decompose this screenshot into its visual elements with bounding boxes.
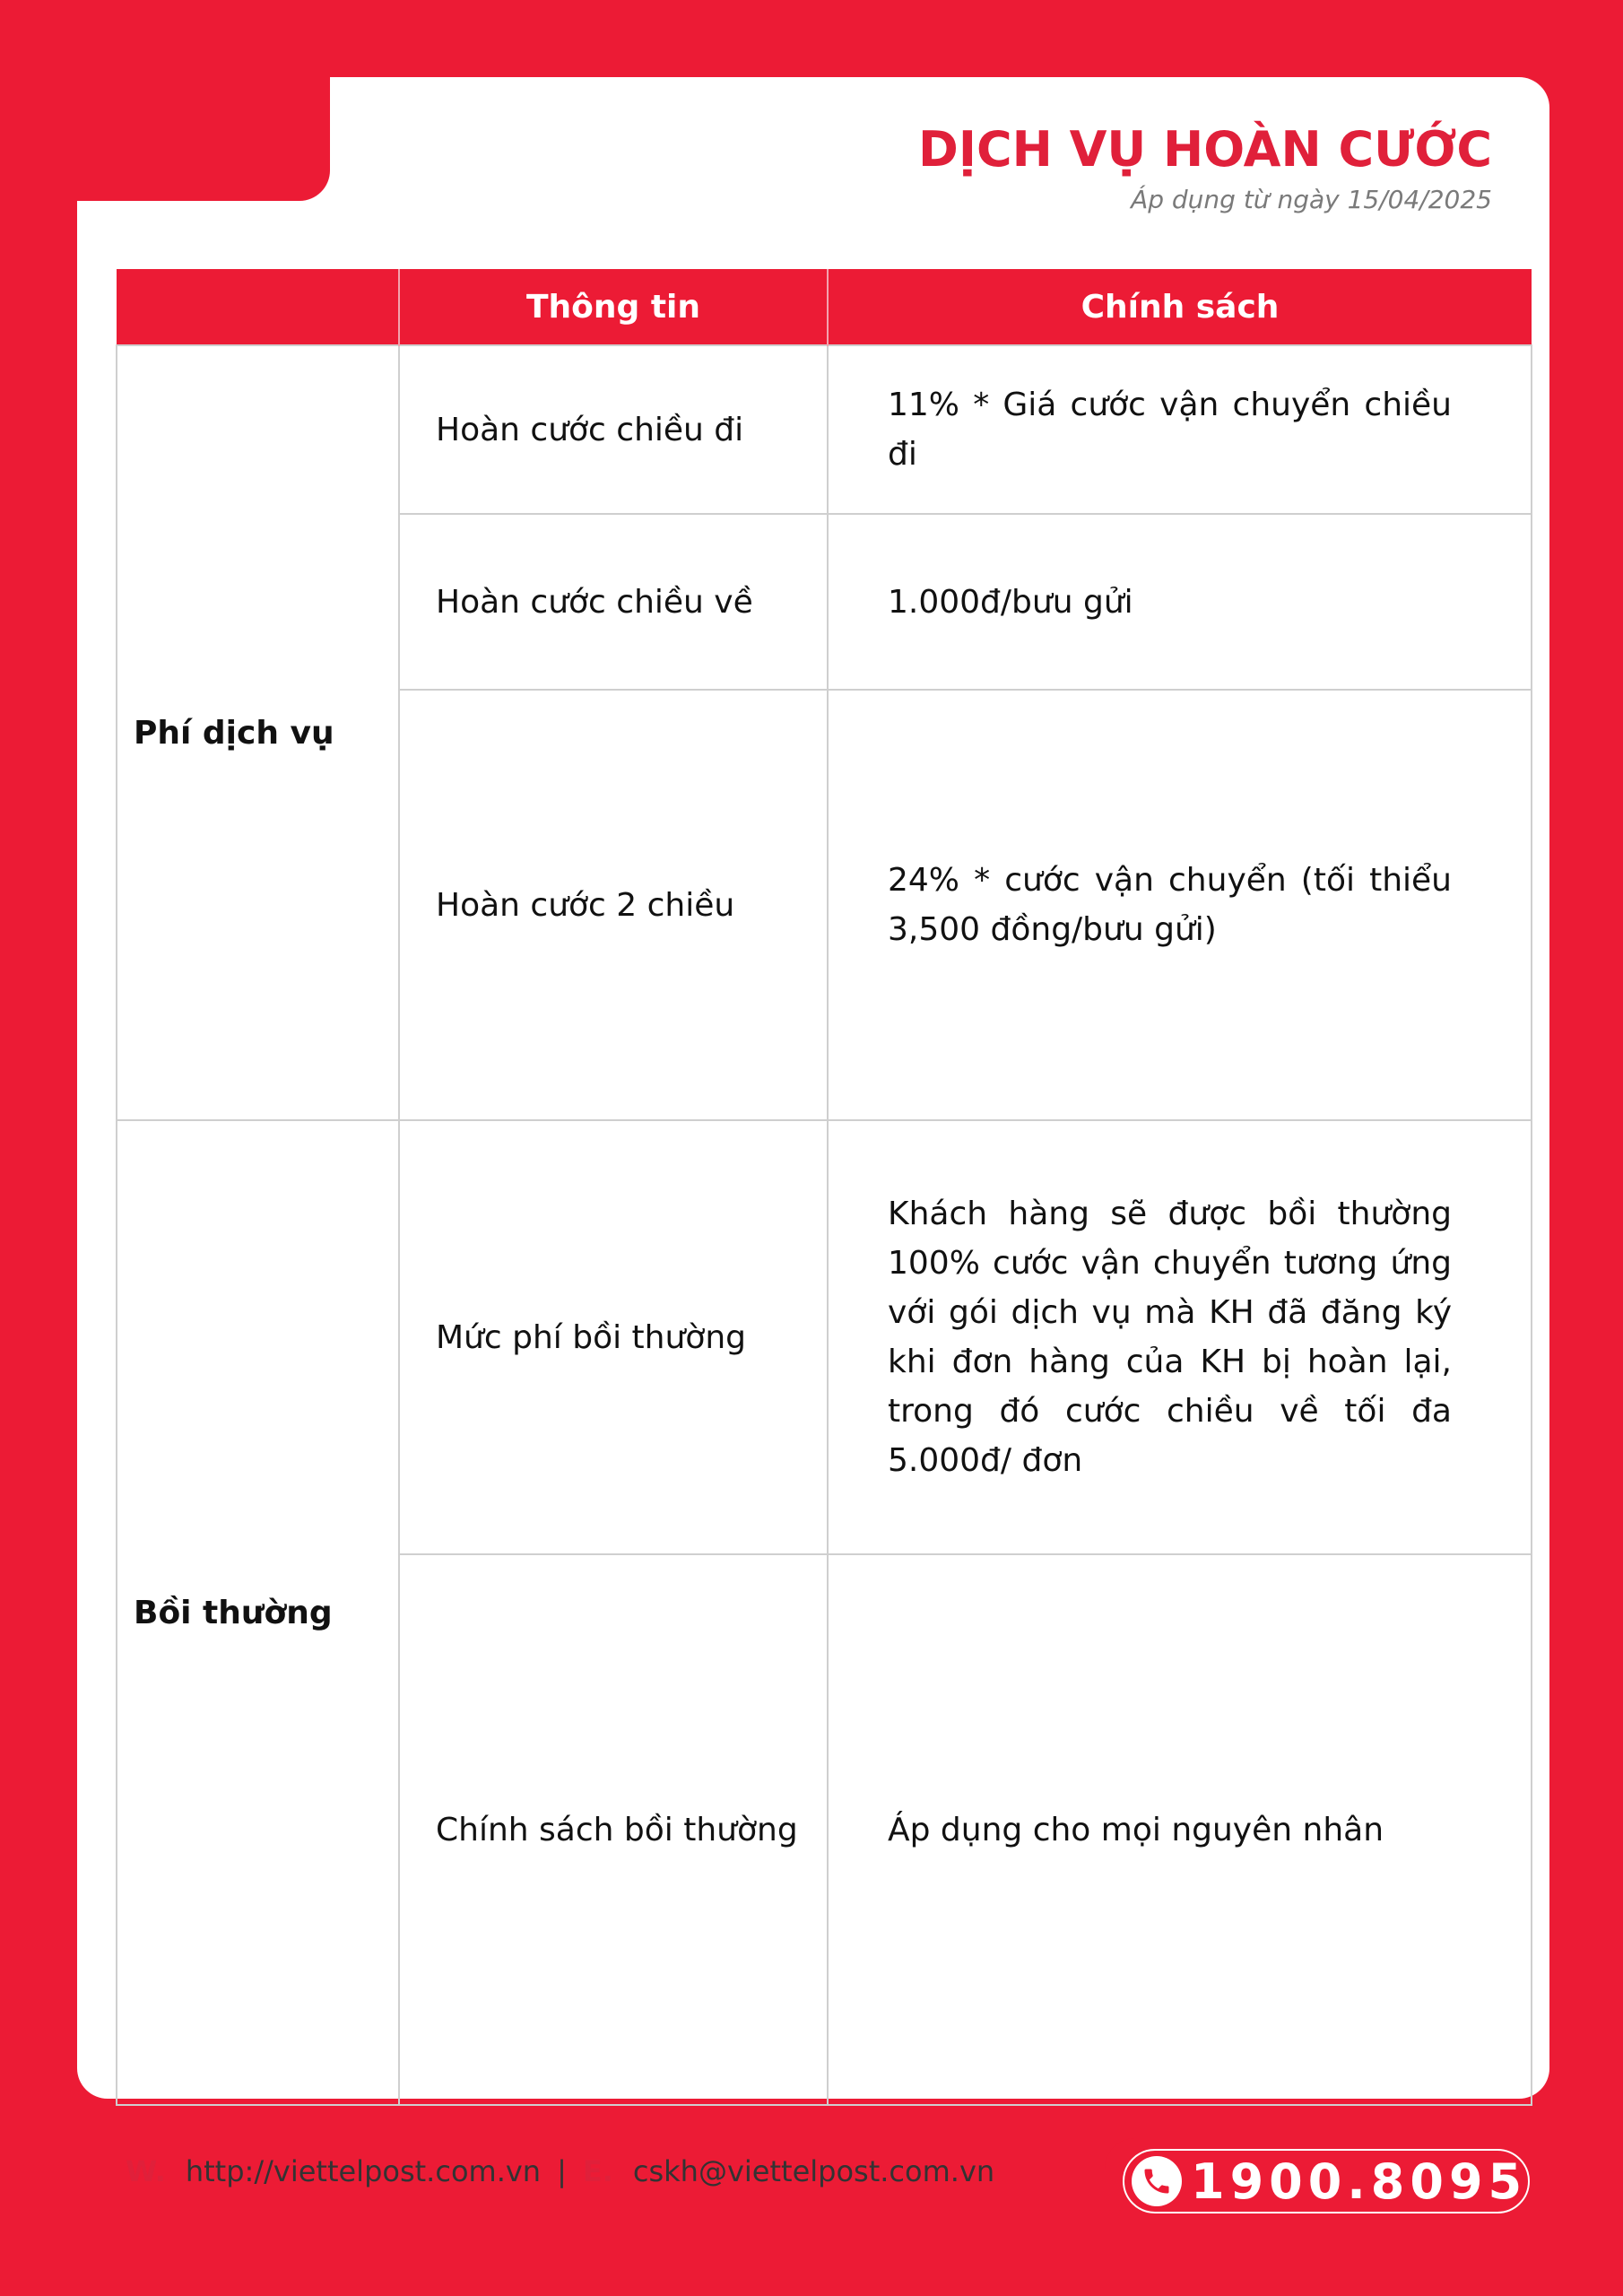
phone-icon xyxy=(1132,2156,1182,2206)
website-link[interactable]: http://viettelpost.com.vn xyxy=(185,2154,542,2188)
logo-notch xyxy=(66,66,330,201)
email-label: E. xyxy=(582,2154,613,2188)
footer-separator: | xyxy=(557,2154,567,2188)
row-info: Mức phí bồi thường xyxy=(399,1120,828,1554)
row-policy: 1.000đ/bưu gửi xyxy=(828,514,1532,690)
page-title: DỊCH VỤ HOÀN CƯỚC xyxy=(918,121,1492,178)
row-policy: 11% * Giá cước vận chuyển chiều đi xyxy=(828,345,1532,514)
group-label-fee: Phí dịch vụ xyxy=(117,345,399,1120)
row-info: Chính sách bồi thường xyxy=(399,1554,828,2105)
table-header-row xyxy=(117,269,1532,345)
row-policy: 24% * cước vận chuyển (tối thiểu 3,500 đồng/bưu gửi) xyxy=(828,690,1532,1120)
table-row xyxy=(117,345,1532,514)
email-link[interactable]: cskh@viettelpost.com.vn xyxy=(632,2154,995,2188)
row-policy: Khách hàng sẽ được bồi thường 100% cước vận chuyển tương ứng với gói dịch vụ mà KH đã đăng ký khi đơn hàng của KH bị hoàn lại, trong đó cước chiều về tối đa 5.000đ/ đơn xyxy=(828,1120,1532,1554)
row-info: Hoàn cước 2 chiều xyxy=(399,690,828,1120)
policy-table xyxy=(116,269,1532,2106)
header-policy: Chính sách xyxy=(828,269,1532,345)
web-label: W. xyxy=(126,2154,166,2188)
row-policy: Áp dụng cho mọi nguyên nhân xyxy=(828,1554,1532,2105)
hotline-number[interactable]: 1900.8095 xyxy=(1191,2152,1528,2210)
table-row xyxy=(117,1120,1532,1554)
header-group xyxy=(117,269,399,345)
row-info: Hoàn cước chiều đi xyxy=(399,345,828,514)
header-info: Thông tin xyxy=(399,269,828,345)
footer-contact xyxy=(126,2154,994,2188)
group-label-compensation: Bồi thường xyxy=(117,1120,399,2105)
effective-date: Áp dụng từ ngày 15/04/2025 xyxy=(1131,185,1492,214)
hotline-button[interactable] xyxy=(1123,2149,1530,2213)
row-info: Hoàn cước chiều về xyxy=(399,514,828,690)
